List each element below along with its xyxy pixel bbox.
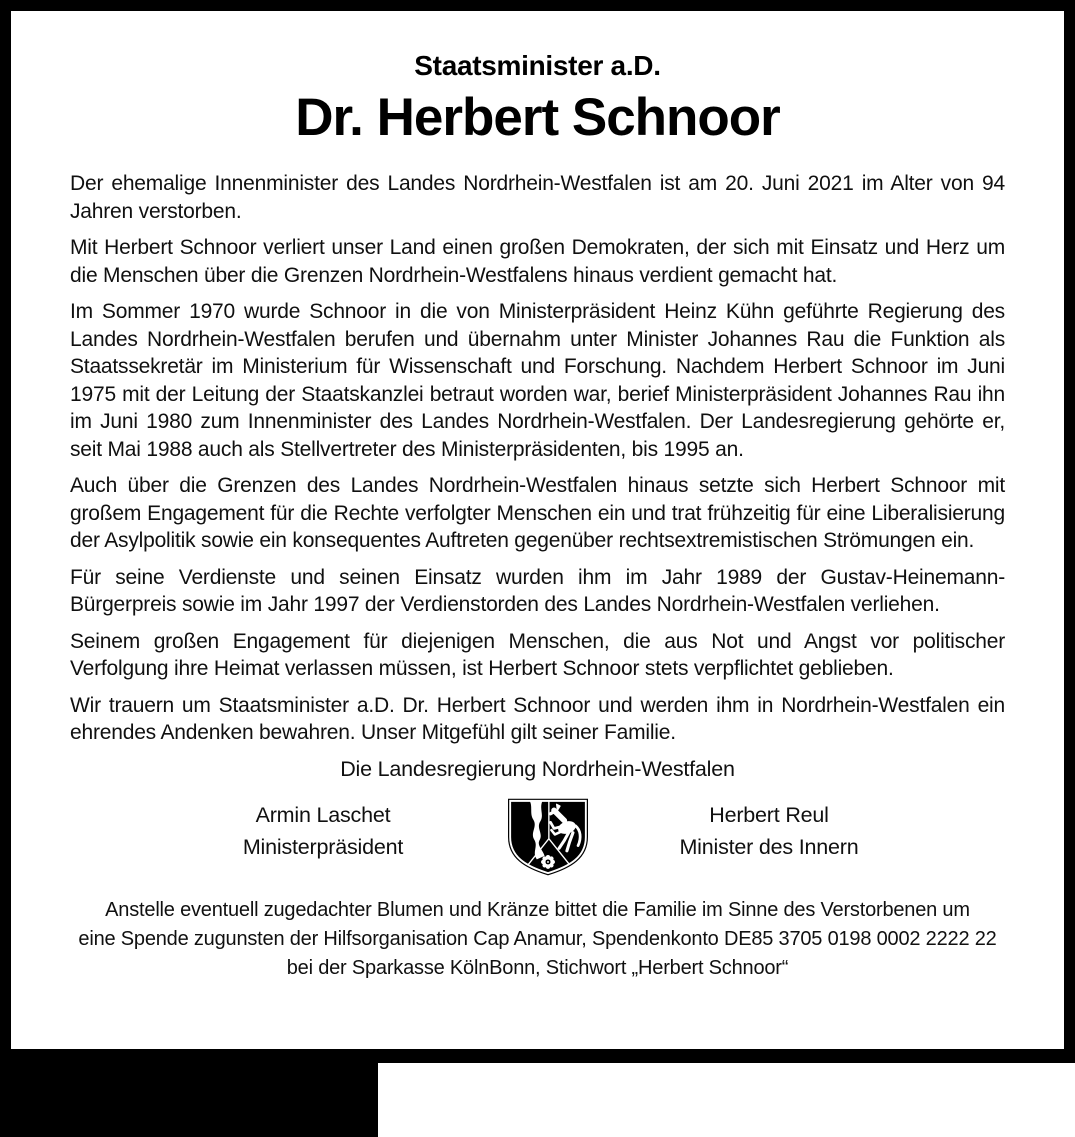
donation-note bbox=[70, 896, 1005, 983]
adjacent-ad-border-fragment bbox=[0, 1063, 378, 1137]
obituary-paragraph: Für seine Verdienste und seinen Einsatz wurden ihm im Jahr 1989 der Gustav-Heinemann-Bürgerpreis sowie im Jahr 1997 der Verdienstorden des Landes Nordrhein-Westfalen verliehen. bbox=[70, 565, 1005, 616]
obituary-paragraph: Seinem großen Engagement für diejenigen Menschen, die aus Not und Angst vor politischer Verfolgung ihre Heimat verlassen müssen, ist Herbert Schnoor stets verpflichtet geblieben. bbox=[70, 629, 1005, 680]
signatory-name: Armin Laschet bbox=[255, 802, 391, 827]
signature-row bbox=[70, 798, 1005, 890]
signatory-title: Ministerpräsident bbox=[242, 834, 404, 859]
signature-right bbox=[651, 804, 887, 858]
obituary-paragraph: Wir trauern um Staatsminister a.D. Dr. Herbert Schnoor und werden ihm in Nordrhein-Westfalen ein ehrendes Andenken bewahren. Unser Mitgefühl gilt seiner Familie. bbox=[70, 693, 1005, 744]
donation-note-line: eine Spende zugunsten der Hilfsorganisation Cap Anamur, Spendenkonto DE85 3705 0198 0002 2222 22 bbox=[78, 927, 997, 950]
obituary-paragraph: Mit Herbert Schnoor verliert unser Land einen großen Demokraten, der sich mit Einsatz und Herz um die Menschen über die Grenzen Nordrhein-Westfalens hinaus verdient gemacht hat. bbox=[70, 236, 1005, 287]
nrw-coat-of-arms-icon bbox=[505, 798, 591, 876]
pretitle: Staatsminister a.D. bbox=[414, 50, 661, 81]
donation-note-line: bei der Sparkasse KölnBonn, Stichwort „Herbert Schnoor“ bbox=[286, 956, 789, 979]
signature-left bbox=[205, 804, 441, 858]
signatory-title: Minister des Innern bbox=[679, 834, 859, 859]
obituary-paragraph: Der ehemalige Innenminister des Landes Nordrhein-Westfalen ist am 20. Juni 2021 im Alter von 94 Jahren verstorben. bbox=[70, 172, 1005, 223]
deceased-name: Dr. Herbert Schnoor bbox=[295, 88, 780, 147]
obituary-paragraph: Auch über die Grenzen des Landes Nordrhein-Westfalen hinaus setzte sich Herbert Schnoor mit großem Engagement für die Rechte verfolgter Menschen ein und trat frühzeitig für eine Liberalisierung der Asylpolitik sowie ein konsequentes Auftreten gegenüber rechtsextremistischen Strömungen ein. bbox=[70, 474, 1005, 552]
signatory-name: Herbert Reul bbox=[709, 802, 829, 827]
donation-note-line: Anstelle eventuell zugedachter Blumen und Kränze bittet die Familie im Sinne des Verstorbenen um bbox=[105, 898, 970, 921]
obituary-paragraph: Im Sommer 1970 wurde Schnoor in die von Ministerpräsident Heinz Kühn geführte Regierung des Landes Nordrhein-Westfalen berufen und übernahm unter Minister Johannes Rau die Funktion als Staatssekretär im Ministerium für Wissenschaft und Forschung. Nachdem Herbert Schnoor im Juni 1975 mit der Leitung der Staatskanzlei betraut worden war, berief Ministerpräsident Johannes Rau ihn im Juni 1980 zum Innenminister des Landes Nordrhein-Westfalen. Der Landesregierung gehörte er, seit Mai 1988 auch als Stellvertreter des Ministerpräsidenten, bis 1995 an. bbox=[70, 300, 1005, 461]
closing-line: Die Landesregierung Nordrhein-Westfalen bbox=[340, 756, 735, 781]
